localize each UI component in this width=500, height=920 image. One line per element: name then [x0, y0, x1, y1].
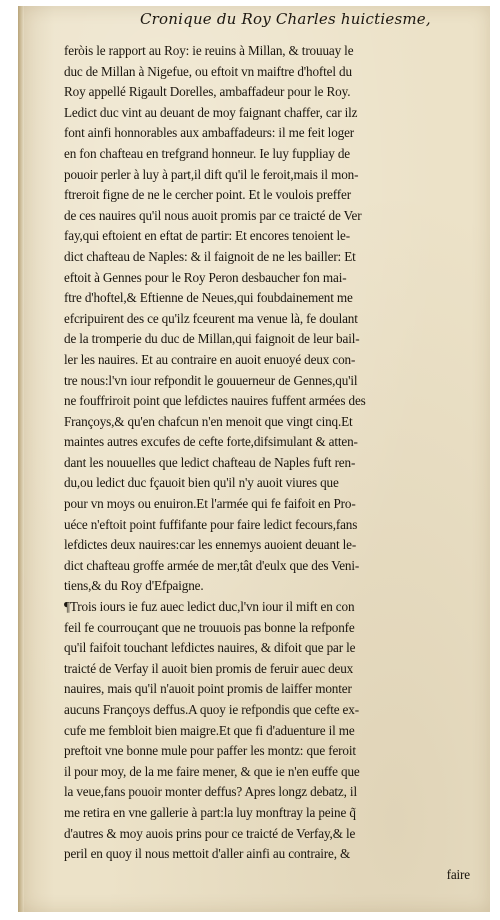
text-line: uéce n'eftoit point fuffifante pour faire ledict fecours,fans [64, 516, 358, 532]
text-line: tiens,& du Roy d'Efpaigne. [64, 578, 204, 594]
text-line: tre nous:l'vn iour refpondit le gouuerneur de Gennes,qu'il [64, 372, 358, 388]
text-line: Roy appellé Rigault Dorelles, ambaffadeur pour le Roy. [64, 84, 351, 100]
text-line: aucuns Françoys deffus.A quoy ie refpondis que cefte ex- [64, 702, 359, 717]
text-line: il pour moy, de la me faire mener, & que ie n'en euffe que [64, 763, 360, 779]
text-line: dict chafteau groffe armée de mer,tât d'eulx que des Veni- [64, 557, 360, 573]
catchword: faire [446, 866, 470, 882]
text-line: en fon chafteau en trefgrand honneur. Ie luy fuppliay de [64, 145, 351, 161]
text-line: la veue,fans pouoir monter deffus? Apres longz debatz, il [64, 784, 357, 800]
text-line: nauires, mais qu'il n'auoit point promis de laiffer monter [64, 681, 352, 697]
text-line: efcripuirent des ce qu'ilz fceurent ma venue là, fe doulant [64, 310, 358, 326]
text-line: peril en quoy il nous mettoit d'aller ainfi au contraire, & [64, 846, 351, 862]
text-line: de la tromperie du duc de Millan,qui faignoit de leur bail- [64, 331, 360, 347]
text-line: d'autres & moy auois prins pour ce traicté de Verfay,& le [64, 825, 356, 841]
text-line: Ledict duc vint au deuant de moy faignant chaffer, car ilz [64, 104, 358, 120]
text-line: qu'il faifoit touchant lefdictes nauires, & difoit que par le [64, 640, 356, 656]
text-line: pouoir perler à luy à part,il dift qu'il le feroit,mais il mon- [64, 166, 359, 182]
text-line: de ces nauires qu'il nous auoit promis par ce traicté de Ver [64, 207, 362, 223]
body-text [64, 41, 488, 885]
text-line: pour vn moys ou enuiron.Et l'armée qui fe faifoit en Pro- [64, 496, 356, 512]
text-line: ler les nauires. Et au contraire en auoit enuoyé deux con- [64, 351, 356, 367]
text-line: ¶Trois iours ie fuz auec ledict duc,l'vn iour il mift en con [64, 599, 355, 615]
text-line: dant les nouuelles que ledict chafteau de Naples fuft ren- [64, 454, 356, 470]
text-line: du,ou ledict duc fçauoit bien qu'il n'y auoit viures que [64, 475, 339, 491]
text-line: cufe me fembloit bien maigre.Et que fi d'aduenture il me [64, 722, 355, 738]
text-line: Françoys,& qu'en chafcun n'en menoit que vingt cinq.Et [64, 413, 353, 429]
text-line: me retira en vne gallerie à part:la luy monftray la peine q̃ [64, 804, 356, 820]
text-line: ne fouffriroit point que lefdictes nauires fuffent armées des [64, 393, 366, 409]
text-line: maintes autres excufes de cefte forte,difsimulant & atten- [64, 434, 358, 450]
text-line: duc de Millan à Nigefue, ou eftoit vn maiftre d'hoftel du [64, 63, 352, 79]
gutter-shade [24, 6, 54, 912]
text-line: ftre d'hoftel,& Eftienne de Neues,qui foubdainement me [64, 290, 353, 306]
text-line: feròis le rapport au Roy: ie reuins à Millan, & trouuay le [64, 43, 354, 58]
text-line: eftoit à Gennes pour le Roy Peron desbaucher fon mai- [64, 269, 347, 285]
text-line: dict chafteau de Naples: & il faignoit de ne les bailler: Et [64, 248, 356, 264]
running-head: Cronique du Roy Charles huictiesme, [140, 10, 431, 28]
text-line: fay,qui eftoient en eftat de partir: Et encores tenoient le- [64, 228, 350, 244]
text-line: preftoit vne bonne mule pour paffer les montz: que feroit [64, 743, 356, 759]
text-line: traicté de Verfay il auoit bien promis de feruir auec deux [64, 660, 354, 676]
text-line: font ainfi honnorables aux ambaffadeurs: il me feit loger [64, 125, 355, 141]
text-line: lefdictes deux nauires:car les ennemys auoient deuant le- [64, 537, 357, 553]
text-line: feil fe courrouçant que ne trouuois pas bonne la refponfe [64, 619, 355, 635]
text-line: ftreroit figne de ne le cercher point. Et le voulois preffer [64, 187, 351, 203]
